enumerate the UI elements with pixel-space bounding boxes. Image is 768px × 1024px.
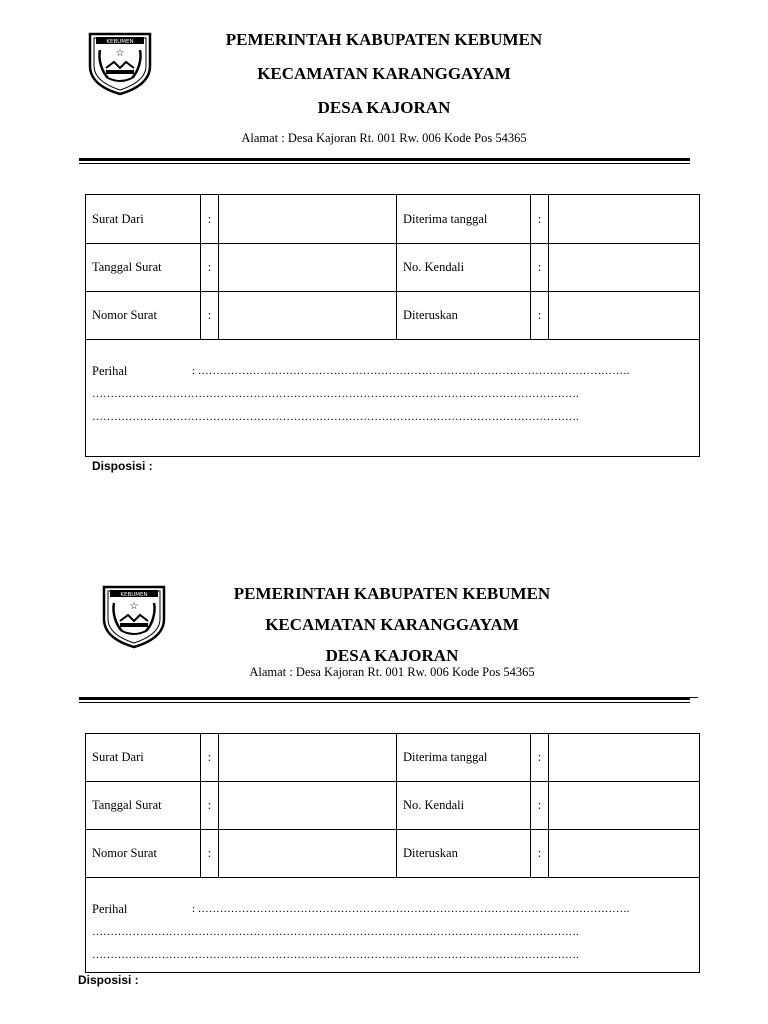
label-diterima-tanggal: Diterima tanggal: [397, 734, 531, 782]
colon: :: [531, 830, 549, 878]
label-surat-dari: Surat Dari: [86, 734, 201, 782]
label-nomor-surat: Nomor Surat: [86, 830, 201, 878]
label-diteruskan: Diteruskan: [397, 830, 531, 878]
field-no-kendali[interactable]: [549, 244, 700, 292]
disposisi-label: Disposisi :: [92, 459, 153, 473]
colon: :: [201, 292, 219, 340]
header-address: Alamat : Desa Kajoran Rt. 001 Rw. 006 Kode Pos 54365: [241, 131, 527, 145]
logo-banner-text: KEBUMEN: [120, 591, 148, 598]
colon: :: [201, 782, 219, 830]
colon: :: [201, 195, 219, 244]
header-divider-thin: [79, 702, 690, 703]
header-government-title: PEMERINTAH KABUPATEN KEBUMEN: [233, 584, 551, 603]
label-perihal: Perihal: [92, 902, 128, 916]
header-district-title: KECAMATAN KARANGGAYAM: [265, 615, 519, 634]
label-no-kendali: No. Kendali: [397, 782, 531, 830]
field-surat-dari[interactable]: [219, 195, 397, 244]
label-tanggal-surat: Tanggal Surat: [86, 782, 201, 830]
perihal-dotted-line-1: : ……………………………………………………………………………………………………….: [192, 903, 630, 915]
label-nomor-surat: Nomor Surat: [86, 292, 201, 340]
colon: :: [201, 830, 219, 878]
svg-text:☆: ☆: [129, 601, 139, 612]
colon: :: [531, 734, 549, 782]
header-divider-thin: [79, 163, 690, 164]
perihal-dotted-line-2: …………………………………………………………………………………………………………………….: [92, 926, 579, 938]
header-district-title: KECAMATAN KARANGGAYAM: [257, 64, 511, 83]
label-diterima-tanggal: Diterima tanggal: [397, 195, 531, 244]
label-no-kendali: No. Kendali: [397, 244, 531, 292]
label-surat-dari: Surat Dari: [86, 195, 201, 244]
header-village-title: DESA KAJORAN: [325, 646, 459, 665]
perihal-dotted-line-3: …………………………………………………………………………………………………………………….: [92, 949, 579, 961]
field-diteruskan[interactable]: [549, 830, 700, 878]
field-diteruskan[interactable]: [549, 292, 700, 340]
disposisi-label: Disposisi :: [78, 973, 139, 987]
header-divider-tail: [690, 697, 698, 698]
field-surat-dari[interactable]: [219, 734, 397, 782]
colon: :: [531, 195, 549, 244]
header-divider-thick: [79, 158, 690, 161]
field-tanggal-surat[interactable]: [219, 244, 397, 292]
field-diterima-tanggal[interactable]: [549, 195, 700, 244]
field-diterima-tanggal[interactable]: [549, 734, 700, 782]
label-diteruskan: Diteruskan: [397, 292, 531, 340]
header-government-title: PEMERINTAH KABUPATEN KEBUMEN: [225, 30, 543, 49]
colon: :: [531, 292, 549, 340]
svg-text:☆: ☆: [115, 48, 125, 59]
perihal-block[interactable]: [86, 878, 700, 973]
incoming-letter-form: [85, 194, 700, 457]
incoming-letter-form: [85, 733, 700, 973]
perihal-dotted-line-3: …………………………………………………………………………………………………………………….: [92, 411, 579, 423]
header-address: Alamat : Desa Kajoran Rt. 001 Rw. 006 Kode Pos 54365: [249, 665, 535, 679]
colon: :: [531, 782, 549, 830]
header-divider-thick: [79, 697, 690, 700]
perihal-dotted-line-2: …………………………………………………………………………………………………………………….: [92, 388, 579, 400]
field-no-kendali[interactable]: [549, 782, 700, 830]
header-village-title: DESA KAJORAN: [317, 98, 451, 117]
field-nomor-surat[interactable]: [219, 292, 397, 340]
field-tanggal-surat[interactable]: [219, 782, 397, 830]
colon: :: [201, 244, 219, 292]
colon: :: [531, 244, 549, 292]
colon: :: [201, 734, 219, 782]
logo-banner-text: KEBUMEN: [106, 38, 134, 45]
perihal-dotted-line-1: : ……………………………………………………………………………………………………….: [192, 365, 630, 377]
label-tanggal-surat: Tanggal Surat: [86, 244, 201, 292]
perihal-block[interactable]: [86, 340, 700, 457]
label-perihal: Perihal: [92, 364, 128, 378]
field-nomor-surat[interactable]: [219, 830, 397, 878]
